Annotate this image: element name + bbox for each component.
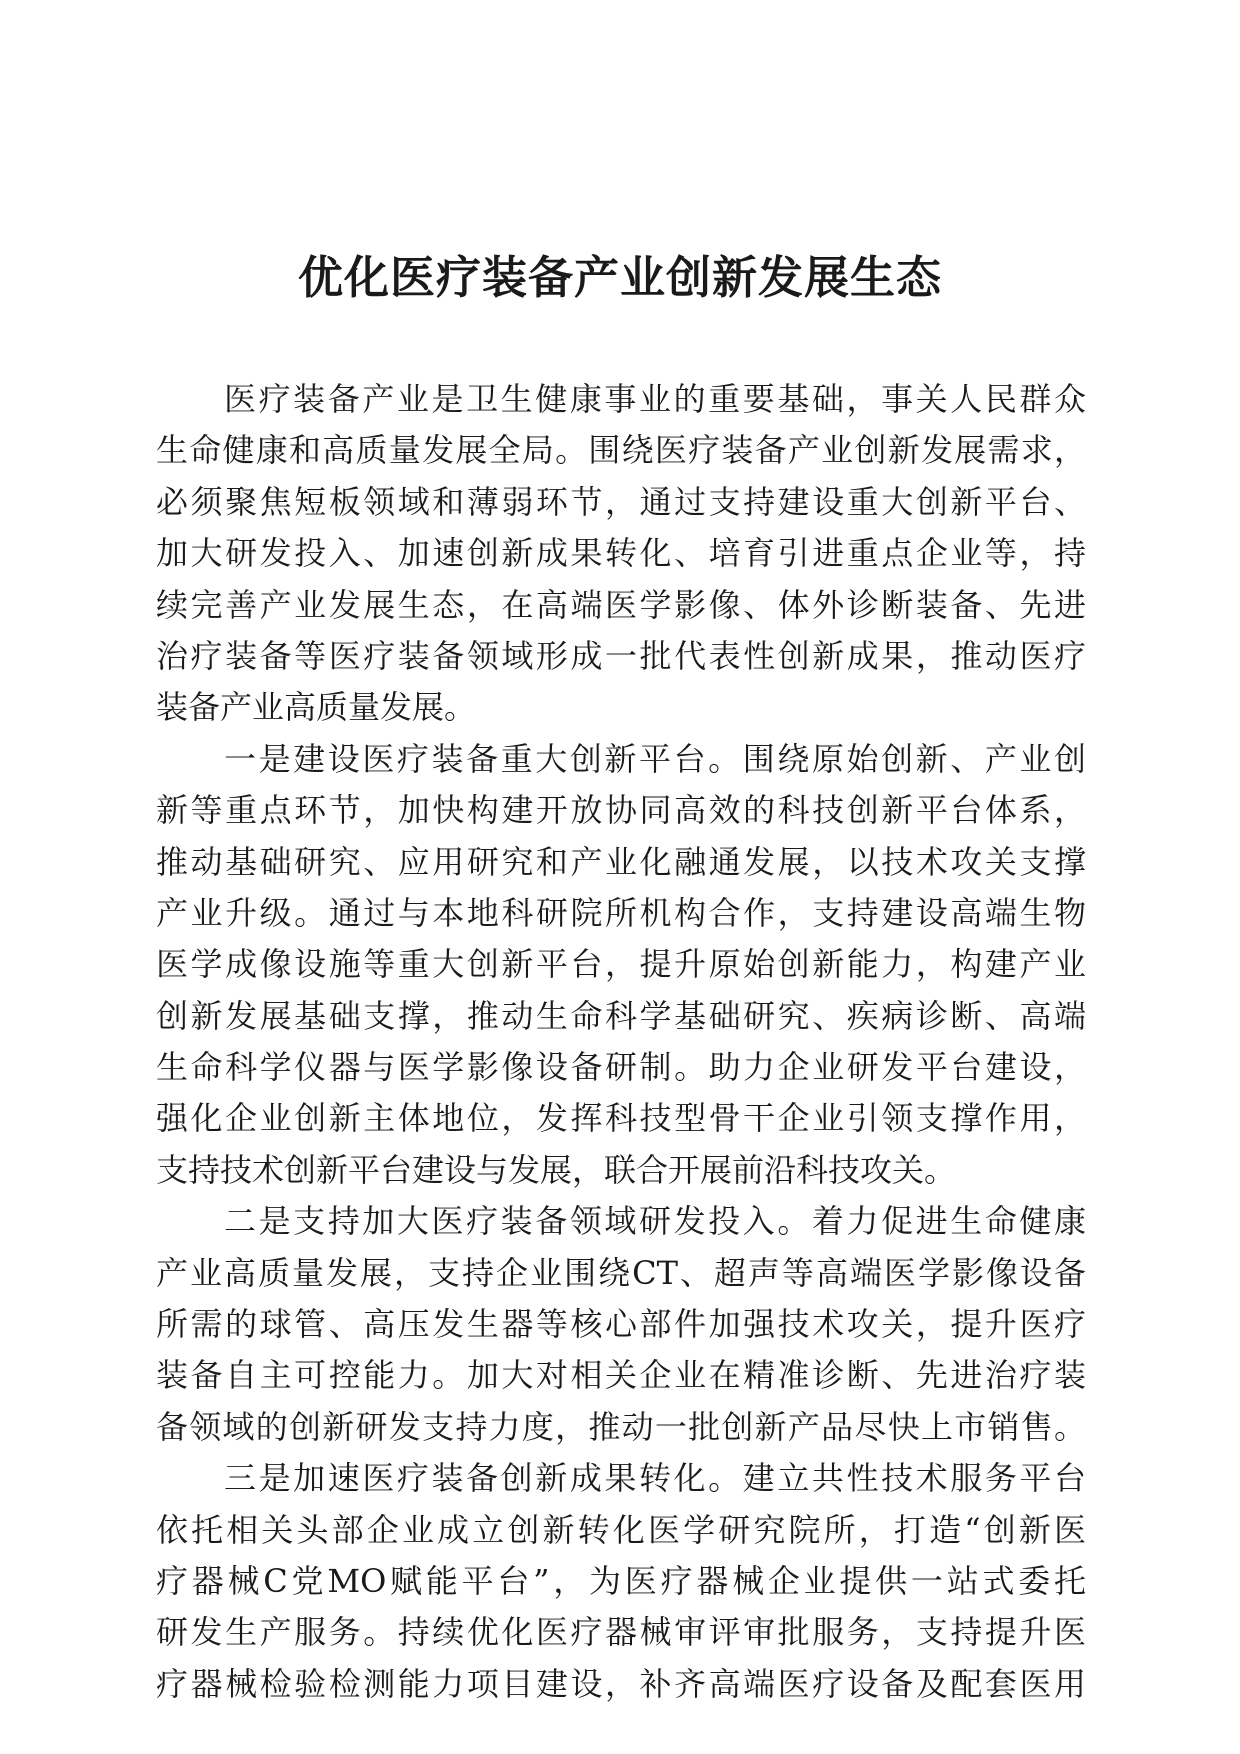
paragraph-line: 医疗装备产业是卫生健康事业的重要基础，事关人民群众 [224,380,1086,418]
paragraph-innovation-platform [156,734,1086,1197]
paragraph-line: 装备产业高质量发展。 [156,688,477,727]
paragraph-line: 疗器械C党MO赋能平台”，为医疗器械企业提供一站式委托 [156,1561,1086,1600]
paragraph-line: 二是支持加大医疗装备领域研发投入。着力促进生命健康 [224,1202,1086,1241]
paragraph-line: 产业高质量发展，支持企业围绕CT、超声等高端医学影像设备 [156,1253,1086,1292]
paragraph-line: 生命健康和高质量发展全局。围绕医疗装备产业创新发展需求， [156,431,1086,470]
paragraph-rd-investment [156,1196,1086,1453]
paragraph-line: 续完善产业发展生态，在高端医学影像、体外诊断装备、先进 [156,585,1086,624]
paragraph-line: 强化企业创新主体地位，发挥科技型骨干企业引领支撑作用， [156,1099,1086,1138]
paragraph-line: 一是建设医疗装备重大创新平台。围绕原始创新、产业创 [224,739,1086,778]
paragraph-line: 生命科学仪器与医学影像设备研制。助力企业研发平台建设， [156,1048,1086,1087]
document-title: 优化医疗装备产业创新发展生态 [297,251,942,304]
paragraph-intro [156,374,1086,734]
paragraph-line: 加大研发投入、加速创新成果转化、培育引进重点企业等，持 [156,534,1086,573]
paragraph-line: 推动基础研究、应用研究和产业化融通发展，以技术攻关支撑 [156,842,1086,881]
paragraph-achievement-transfer [156,1453,1086,1710]
paragraph-line: 疗器械检验检测能力项目建设，补齐高端医疗设备及配套医用 [156,1664,1086,1703]
paragraph-line: 医学成像设施等重大创新平台，提升原始创新能力，构建产业 [156,945,1086,984]
document-body [156,374,1086,1710]
paragraph-line: 所需的球管、高压发生器等核心部件加强技术攻关，提升医疗 [156,1305,1086,1344]
paragraph-line: 研发生产服务。持续优化医疗器械审评审批服务，支持提升医 [156,1613,1086,1652]
paragraph-line: 治疗装备等医疗装备领域形成一批代表性创新成果，推动医疗 [156,636,1086,675]
paragraph-line: 支持技术创新平台建设与发展，联合开展前沿科技攻关。 [156,1150,957,1189]
paragraph-line: 创新发展基础支撑，推动生命科学基础研究、疾病诊断、高端 [156,996,1086,1035]
paragraph-line: 产业升级。通过与本地科研院所机构合作，支持建设高端生物 [156,893,1086,932]
paragraph-line: 必须聚焦短板领域和薄弱环节，通过支持建设重大创新平台、 [156,482,1086,521]
paragraph-line: 备领域的创新研发支持力度，推动一批创新产品尽快上市销售。 [156,1407,1086,1446]
paragraph-line: 三是加速医疗装备创新成果转化。建立共性技术服务平台 [224,1459,1086,1498]
paragraph-line: 新等重点环节，加快构建开放协同高效的科技创新平台体系， [156,791,1086,830]
paragraph-line: 装备自主可控能力。加大对相关企业在精准诊断、先进治疗装 [156,1356,1086,1395]
paragraph-line: 依托相关头部企业成立创新转化医学研究院所，打造“创新医 [156,1510,1086,1549]
